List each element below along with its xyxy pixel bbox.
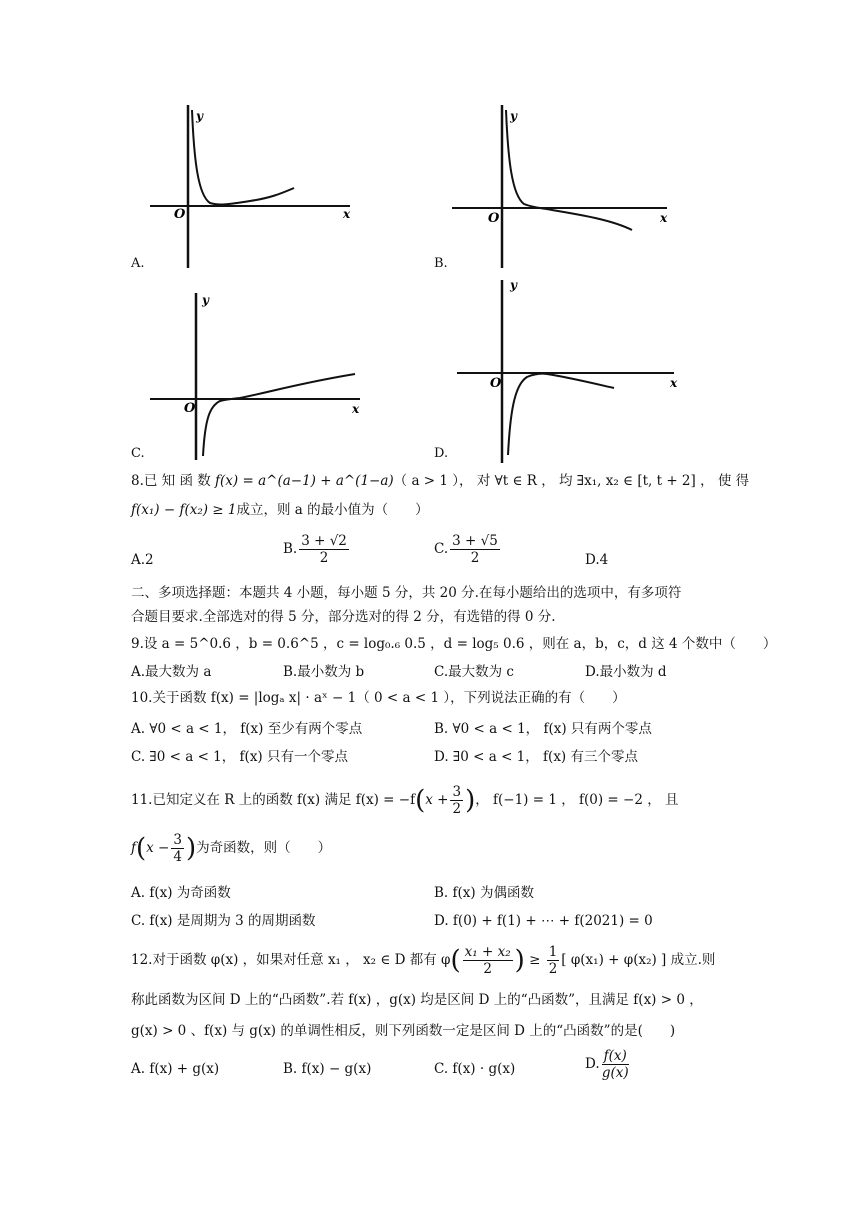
q9-option-c: C.最大数为 c xyxy=(434,664,514,680)
q12-option-c: C. f(x) · g(x) xyxy=(434,1061,516,1077)
q11-option-d: D. f(0) + f(1) + ⋯ + f(2021) = 0 xyxy=(434,913,653,929)
q11-option-a: A. f(x) 为奇函数 xyxy=(131,885,231,901)
q8-option-a: A.2 xyxy=(131,552,154,568)
axis-x-label: x xyxy=(660,211,668,225)
graph-c-label: C. xyxy=(131,446,145,461)
graph-b-label: B. xyxy=(434,256,448,271)
q11-stem-line2: f(x − $\frac{3}{4}$ )为奇函数，则（ ） xyxy=(131,832,332,865)
graph-c xyxy=(150,288,365,463)
q10-stem: 10.关于函数 f(x) = |logₐ x| · aˣ − 1（ 0 < a < 1 ），下列说法正确的有（ ） xyxy=(131,690,626,706)
q8-option-b: B. $\frac{3 + √2}{2}$ xyxy=(283,533,347,566)
axis-y-label: y xyxy=(196,109,203,123)
axis-x-label: x xyxy=(670,376,678,390)
graph-d-label: D. xyxy=(434,446,449,461)
q8-stem-line2: f(x₁) − f(x₂) ≥ 1成立，则 a 的最小值为（ ） xyxy=(131,502,429,518)
q9-option-a: A.最大数为 a xyxy=(131,664,212,680)
origin-label: O xyxy=(488,211,500,226)
q9-stem: 9.设 a = 5^0.6 ，b = 0.6^5 ，c = log₀.₆ 0.5 ，d = log₅ 0.6 ，则在 a，b，c，d 这 4 个数中（ ） xyxy=(131,636,777,652)
q12-stem-line3: g(x) > 0 、f(x) 与 g(x) 的单调性相反，则下列函数一定是区间 D 上的“凸函数”的是( ) xyxy=(131,1023,676,1039)
axis-y-label: y xyxy=(202,293,209,307)
q12-stem-line2: 称此函数为区间 D 上的“凸函数”.若 f(x) ，g(x) 均是区间 D 上的“凸函数”，且满足 f(x) > 0 ， xyxy=(131,992,703,1008)
origin-label: O xyxy=(174,207,186,222)
q8-stem: 8.已 知 函 数 f(x) = a^(a−1) + a^(1−a)（ a > 1 ）， 对 ∀t ∈ R ， 均 ∃x₁, x₂ ∈ [t, t + 2] ， 使 得 xyxy=(131,473,750,489)
graph-b xyxy=(452,100,677,270)
q11-option-c: C. f(x) 是周期为 3 的周期函数 xyxy=(131,913,316,929)
axis-x-label: x xyxy=(352,402,360,416)
q12-option-b: B. f(x) − g(x) xyxy=(283,1061,372,1077)
q9-option-d: D.最小数为 d xyxy=(585,664,667,680)
section2-line1: 二、多项选择题：本题共 4 小题，每小题 5 分，共 20 分.在每小题给出的选项中，有多项符 xyxy=(131,585,682,601)
q10-option-c: C. ∃0 < a < 1， f(x) 只有一个零点 xyxy=(131,749,348,765)
q10-option-a: A. ∀0 < a < 1， f(x) 至少有两个零点 xyxy=(131,721,363,737)
axis-x-label: x xyxy=(343,207,351,221)
q8-option-c: C. $\frac{3 + √5}{2}$ xyxy=(434,533,498,566)
q8-option-d: D.4 xyxy=(585,552,609,568)
graph-a-label: A. xyxy=(131,256,145,271)
origin-label: O xyxy=(184,401,196,416)
q12-stem: 12.对于函数 φ(x) ，如果对任意 x₁ ， x₂ ∈ D 都有 φ( $\frac{\text{x₁ + x₂}}{2}$ ) ≥ $\frac{1}{2}$ [ φ(x₁) + φ(x₂) ] 成立.则 xyxy=(131,944,716,977)
axis-y-label: y xyxy=(510,109,517,123)
axis-y-label: y xyxy=(510,278,517,292)
q10-option-b: B. ∀0 < a < 1， f(x) 只有两个零点 xyxy=(434,721,652,737)
section2-line2: 合题目要求.全部选对的得 5 分，部分选对的得 2 分，有选错的得 0 分. xyxy=(131,609,556,625)
q11-option-b: B. f(x) 为偶函数 xyxy=(434,885,534,901)
q11-stem: 11.已知定义在 R 上的函数 f(x) 满足 f(x) = −f(x + $\frac{3}{2}$ )， f(−1) = 1 ， f(0) = −2 ， 且 xyxy=(131,784,679,817)
q12-option-a: A. f(x) + g(x) xyxy=(131,1061,220,1077)
q12-option-d: D. $\frac{f(x)}{g(x)}$ xyxy=(585,1048,629,1081)
q9-option-b: B.最小数为 b xyxy=(283,664,365,680)
graph-a xyxy=(150,100,360,270)
graph-d xyxy=(452,275,682,465)
q10-option-d: D. ∃0 < a < 1， f(x) 有三个零点 xyxy=(434,749,638,765)
origin-label: O xyxy=(490,376,502,391)
